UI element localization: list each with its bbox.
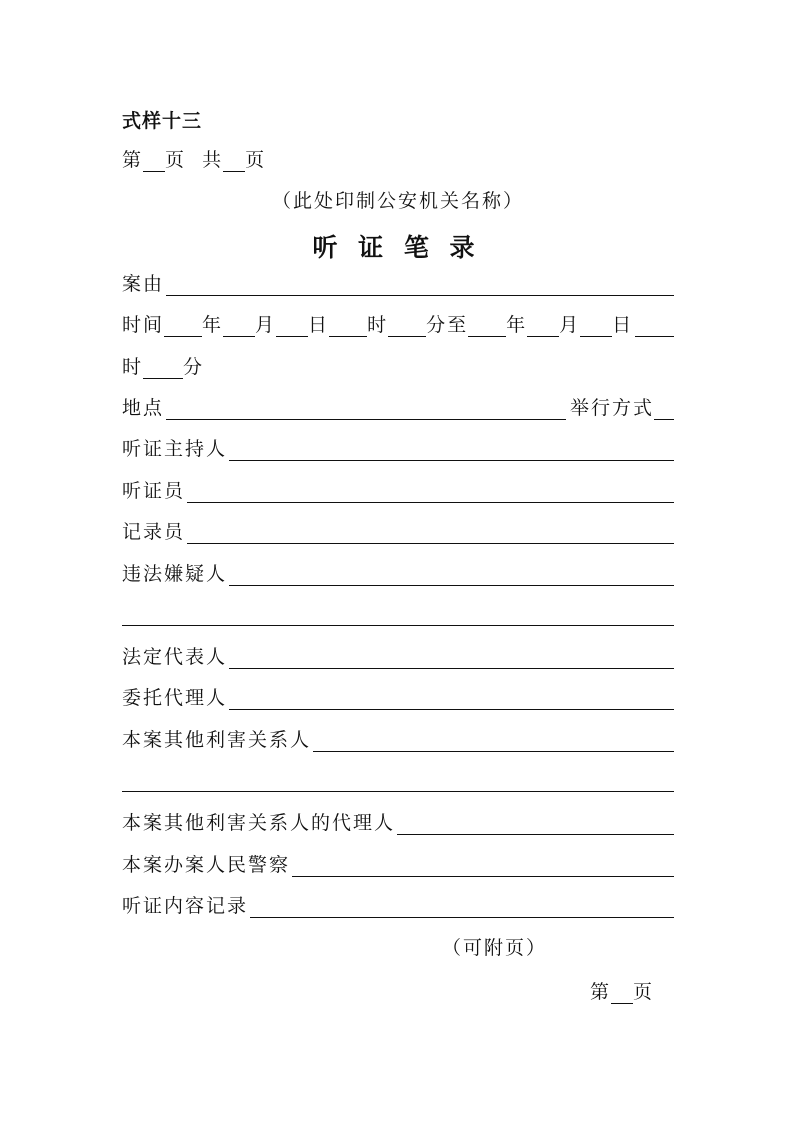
form-label: 式样十三 xyxy=(122,110,203,132)
footer-page-blank[interactable] xyxy=(611,983,633,1004)
place-label: 地点 xyxy=(122,397,165,419)
case-label: 案由 xyxy=(122,273,165,295)
end-year-unit: 年 xyxy=(506,314,528,336)
end-minute-blank[interactable] xyxy=(143,358,183,379)
content-field[interactable] xyxy=(250,897,674,918)
hearing-officer-field[interactable] xyxy=(187,482,674,503)
content-label: 听证内容记录 xyxy=(122,895,249,917)
stakeholder-field-continued[interactable] xyxy=(122,791,674,792)
agent-field[interactable] xyxy=(229,689,674,710)
start-minute-blank[interactable] xyxy=(388,316,426,337)
stakeholder-field[interactable] xyxy=(313,731,674,752)
police-row xyxy=(122,853,674,877)
suspect-field-continued[interactable] xyxy=(122,625,674,626)
end-day-blank[interactable] xyxy=(580,316,612,337)
end-hour-blank[interactable] xyxy=(635,316,674,337)
suspect-label: 违法嫌疑人 xyxy=(122,563,228,585)
time-label: 时间 xyxy=(122,314,165,336)
place-row xyxy=(122,396,674,420)
recorder-label: 记录员 xyxy=(122,521,186,543)
method-field[interactable] xyxy=(654,399,674,420)
case-field[interactable] xyxy=(166,275,674,296)
stakeholder-row xyxy=(122,728,674,752)
content-row xyxy=(122,894,674,918)
page-count-mid: 页 共 xyxy=(165,149,224,171)
host-field[interactable] xyxy=(229,440,674,461)
hearing-officer-label: 听证员 xyxy=(122,480,186,502)
page-total-blank[interactable] xyxy=(223,151,245,172)
start-minute-unit: 分至 xyxy=(426,314,469,336)
police-label: 本案办案人民警察 xyxy=(122,854,291,876)
start-month-blank[interactable] xyxy=(223,316,255,337)
document-title: 听 证 笔 录 xyxy=(312,233,481,262)
footer-page-number xyxy=(590,980,654,1004)
hearing-officer-row xyxy=(122,479,674,503)
footer-page-suffix: 页 xyxy=(633,981,655,1003)
recorder-field[interactable] xyxy=(187,523,674,544)
page-count-prefix: 第 xyxy=(122,149,144,171)
page-count-suffix: 页 xyxy=(245,149,267,171)
page-count xyxy=(122,148,266,172)
time-row xyxy=(122,313,674,337)
end-day-unit: 日 xyxy=(612,314,634,336)
host-label: 听证主持人 xyxy=(122,438,228,460)
attachment-note: （可附页） xyxy=(442,937,548,959)
legal-rep-field[interactable] xyxy=(229,648,674,669)
end-minute-unit: 分 xyxy=(183,356,205,378)
legal-rep-label: 法定代表人 xyxy=(122,646,228,668)
case-row xyxy=(122,272,674,296)
end-hour-unit: 时 xyxy=(122,356,144,378)
suspect-field[interactable] xyxy=(229,565,674,586)
start-month-unit: 月 xyxy=(255,314,277,336)
stakeholder-agent-label: 本案其他利害关系人的代理人 xyxy=(122,812,396,834)
recorder-row xyxy=(122,520,674,544)
time-row-continued xyxy=(122,355,674,379)
start-year-blank[interactable] xyxy=(164,316,202,337)
start-day-blank[interactable] xyxy=(276,316,308,337)
place-field[interactable] xyxy=(166,399,566,420)
host-row xyxy=(122,437,674,461)
start-hour-unit: 时 xyxy=(367,314,389,336)
page-number-blank[interactable] xyxy=(143,151,165,172)
end-year-blank[interactable] xyxy=(468,316,506,337)
suspect-row xyxy=(122,562,674,586)
stakeholder-agent-row xyxy=(122,811,674,835)
start-year-unit: 年 xyxy=(202,314,224,336)
stakeholder-agent-field[interactable] xyxy=(397,814,674,835)
method-label: 举行方式 xyxy=(569,397,654,419)
start-hour-blank[interactable] xyxy=(329,316,367,337)
footer-page-prefix: 第 xyxy=(590,981,612,1003)
legal-rep-row xyxy=(122,645,674,669)
agent-label: 委托代理人 xyxy=(122,687,228,709)
start-day-unit: 日 xyxy=(308,314,330,336)
end-month-unit: 月 xyxy=(559,314,581,336)
agency-name-placeholder: （此处印制公安机关名称） xyxy=(272,190,525,212)
stakeholder-label: 本案其他利害关系人 xyxy=(122,729,312,751)
end-month-blank[interactable] xyxy=(527,316,559,337)
agent-row xyxy=(122,686,674,710)
police-field[interactable] xyxy=(292,856,674,877)
